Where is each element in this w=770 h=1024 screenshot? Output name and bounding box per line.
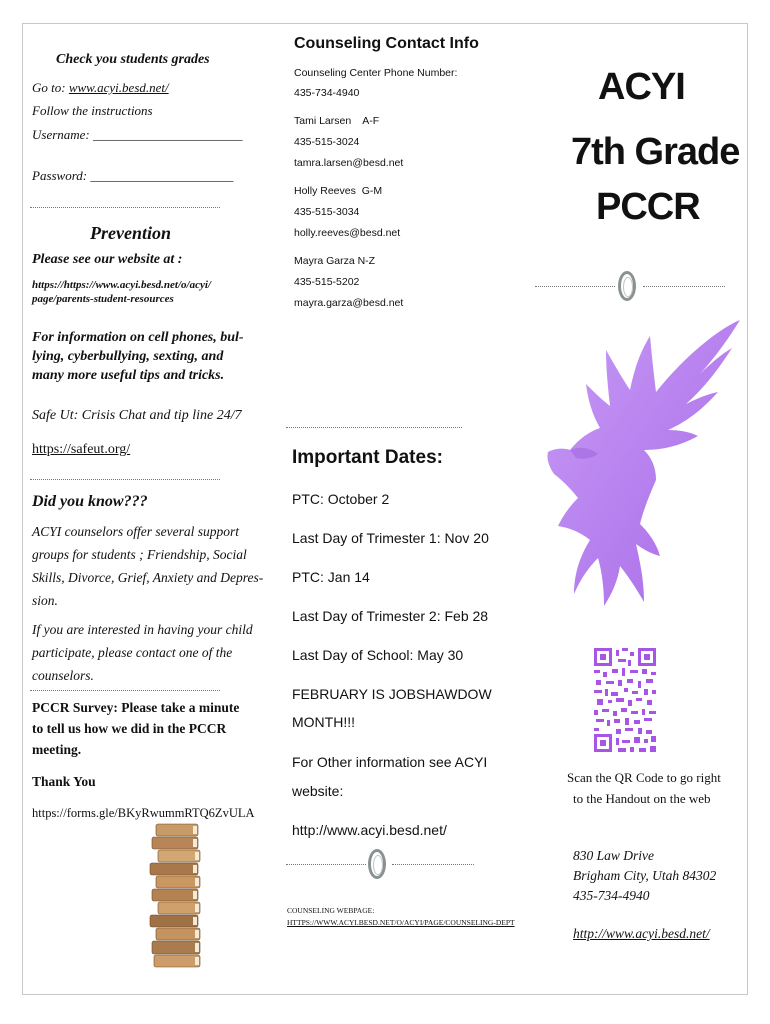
contact-heading: Counseling Contact Info — [294, 35, 479, 52]
divider — [30, 207, 220, 208]
dyk-line-1: ACYI counselors offer several support — [32, 524, 239, 539]
password-field: Password: ______________________ — [32, 168, 234, 183]
counselor-phone: 435-515-5202 — [294, 276, 360, 288]
see-website: Please see our website at : — [32, 252, 183, 267]
survey-link[interactable]: https://forms.gle/BKyRwummRTQ6ZvULA — [32, 806, 255, 820]
grades-heading: Check you students grades — [56, 52, 210, 67]
date-item: PTC: October 2 — [292, 491, 390, 507]
divider — [30, 690, 220, 691]
counselor-email[interactable]: mayra.garza@besd.net — [294, 297, 404, 309]
center-phone: 435-734-4940 — [294, 87, 360, 99]
title-pccr: PCCR — [596, 186, 700, 228]
ornament-icon — [368, 849, 386, 879]
title-acyi: ACYI — [598, 66, 685, 108]
date-item: Last Day of Trimester 2: Feb 28 — [292, 608, 489, 624]
dyk-line-4: sion. — [32, 593, 58, 608]
other-info-line-2: website: — [292, 783, 344, 799]
goto-label: Go to: — [32, 80, 66, 95]
dates-heading: Important Dates: — [292, 447, 443, 468]
info-line-1: For information on cell phones, bul- — [32, 330, 244, 345]
counselor-phone: 435-515-3024 — [294, 136, 360, 148]
survey-line-3: meeting. — [32, 742, 82, 757]
prevention-heading: Prevention — [90, 223, 171, 243]
info-line-2: lying, cyberbullying, sexting, and — [32, 349, 224, 364]
dyk-line-3: Skills, Divorce, Grief, Anxiety and Depres- — [32, 570, 264, 585]
divider — [286, 864, 366, 865]
dept-url[interactable]: HTTPS://WWW.ACYI.BESD.NET/O/ACYI/PAGE/COUNSELING-DEPT — [287, 918, 515, 927]
dyk-line-7: counselors. — [32, 668, 94, 683]
dyk-line-6: participate, please contact one of the — [32, 645, 233, 660]
counselor-name: Mayra Garza N-Z — [294, 255, 376, 267]
survey-line-2: to tell us how we did in the PCCR — [32, 721, 227, 736]
date-item: PTC: Jan 14 — [292, 569, 370, 585]
eagle-image — [540, 318, 745, 618]
address-website-link[interactable]: http://www.acyi.besd.net/ — [573, 926, 710, 941]
counselor-name: Tami Larsen A-F — [294, 115, 380, 127]
other-info-line-1: For Other information see ACYI — [292, 754, 488, 770]
username-field: Username: _______________________ — [32, 127, 243, 142]
website-url-2[interactable]: page/parents-student-resources — [32, 293, 174, 305]
counselor-email[interactable]: holly.reeves@besd.net — [294, 227, 401, 239]
address-line-1: 830 Law Drive — [573, 848, 654, 863]
qr-caption-2: to the Handout on the web — [573, 791, 711, 806]
goto-line — [32, 80, 169, 96]
safe-ut-text: Safe Ut: Crisis Chat and tip line 24/7 — [32, 408, 242, 423]
divider — [30, 479, 220, 480]
counselor-email[interactable]: tamra.larsen@besd.net — [294, 157, 404, 169]
divider — [286, 427, 462, 428]
title-grade: 7th Grade — [571, 131, 740, 173]
safe-ut-link[interactable]: https://safeut.org/ — [32, 442, 131, 457]
survey-line-1: PCCR Survey: Please take a minute — [32, 700, 240, 715]
website-url-1[interactable]: https://https://www.acyi.besd.net/o/acyi/ — [32, 279, 211, 291]
ornament-icon — [618, 271, 636, 301]
address-phone: 435-734-4940 — [573, 888, 650, 903]
did-you-know-heading: Did you know??? — [32, 493, 148, 510]
date-item: Last Day of School: May 30 — [292, 647, 464, 663]
counselor-phone: 435-515-3034 — [294, 206, 360, 218]
goto-link[interactable]: www.acyi.besd.net/ — [68, 80, 169, 95]
address-line-2: Brigham City, Utah 84302 — [573, 868, 717, 883]
counselor-name: Holly Reeves G-M — [294, 185, 383, 197]
date-item: Last Day of Trimester 1: Nov 20 — [292, 530, 489, 546]
book-stack-image — [146, 820, 210, 970]
center-phone-label: Counseling Center Phone Number: — [294, 67, 458, 79]
february-line-1: FEBRUARY IS JOBSHAWDOW — [292, 686, 492, 702]
dept-label: COUNSELING WEBPAGE: — [287, 906, 375, 915]
thank-you: Thank You — [32, 774, 96, 789]
other-info-url[interactable]: http://www.acyi.besd.net/ — [292, 822, 447, 838]
qr-code[interactable] — [594, 648, 656, 752]
divider — [535, 286, 615, 287]
dyk-line-5: If you are interested in having your child — [32, 622, 253, 637]
dyk-line-2: groups for students ; Friendship, Social — [32, 547, 247, 562]
qr-caption-1: Scan the QR Code to go right — [567, 770, 721, 785]
divider — [643, 286, 725, 287]
february-line-2: MONTH!!! — [292, 714, 355, 730]
follow-instructions: Follow the instructions — [32, 103, 153, 118]
divider — [392, 864, 474, 865]
info-line-3: many more useful tips and tricks. — [32, 368, 225, 383]
